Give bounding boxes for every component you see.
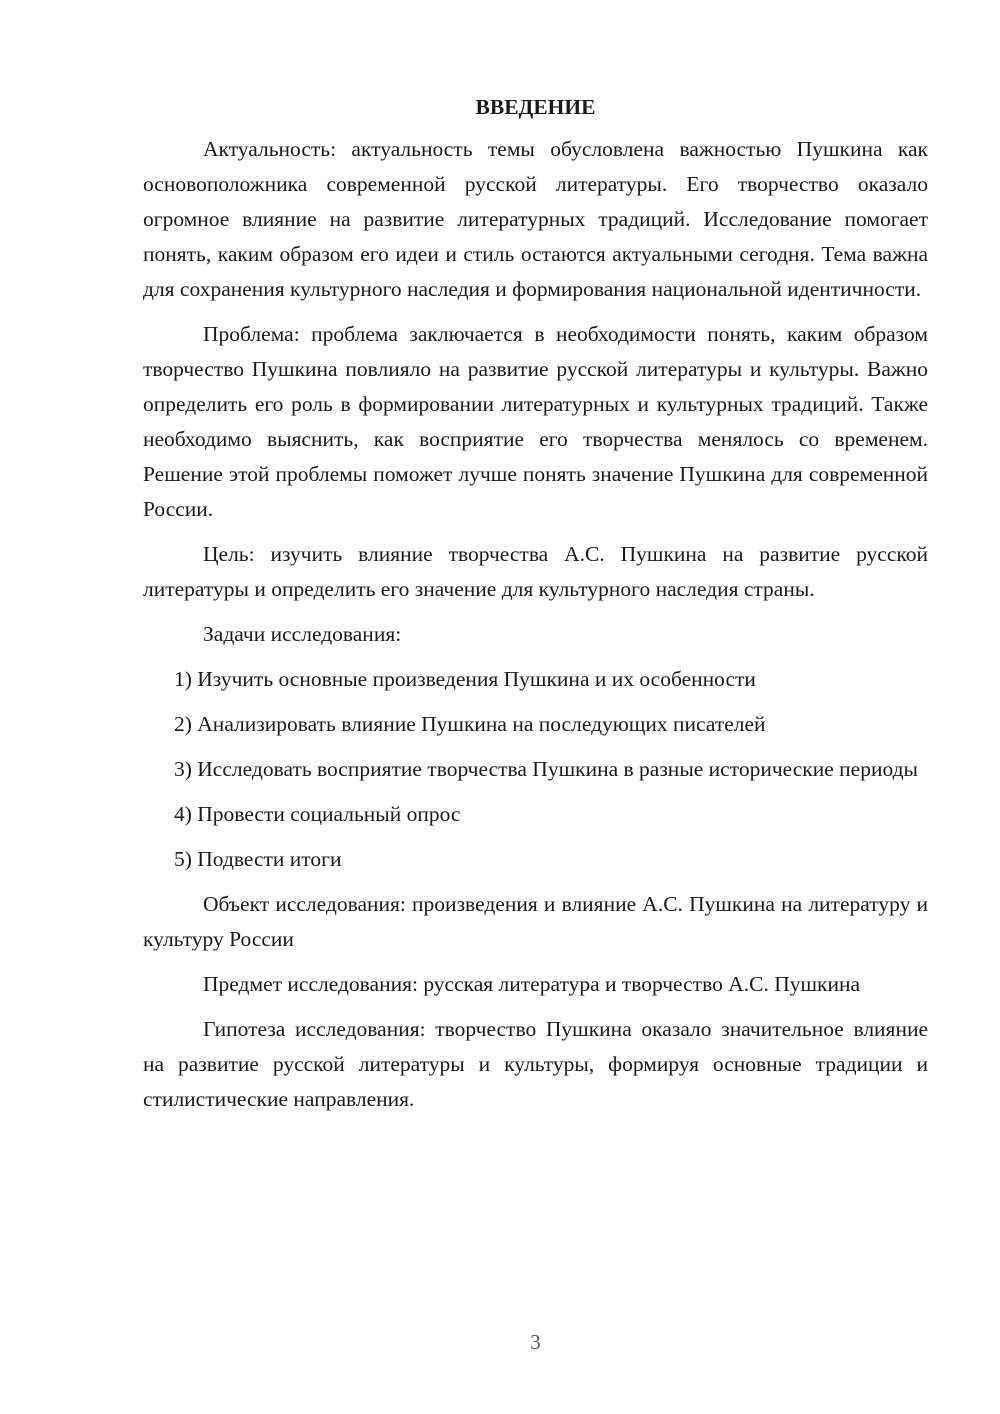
task-item: 3) Исследовать восприятие творчества Пушкина в разные исторические периоды <box>174 757 918 781</box>
paragraph-problem: Проблема: проблема заключается в необходимости понять, каким образом творчество Пушкина повлияло на развитие русской литературы и культуры. Важно определить его роль в формировании литературных и культурных традиций. Также необходимо выяснить, как восприятие его творчества менялось со временем. Решение этой проблемы поможет лучше понять значение Пушкина для современной России. <box>143 322 928 521</box>
task-item: 4) Провести социальный опрос <box>174 802 461 826</box>
paragraph-goal: Цель: изучить влияние творчества А.С. Пушкина на развитие русской литературы и определить его значение для культурного наследия страны. <box>143 542 928 601</box>
paragraph-relevance: Актуальность: актуальность темы обусловлена важностью Пушкина как основоположника современной русской литературы. Его творчество оказало огромное влияние на развитие литературных традиций. Исследование помогает понять, каким образом его идеи и стиль остаются актуальными сегодня. Тема важна для сохранения культурного наследия и формирования национальной идентичности. <box>143 137 928 301</box>
paragraph-hypothesis: Гипотеза исследования: творчество Пушкина оказало значительное влияние на развитие русской литературы и культуры, формируя основные традиции и стилистические направления. <box>143 1017 928 1111</box>
paragraph-object: Объект исследования: произведения и влияние А.С. Пушкина на литературу и культуру России <box>143 892 928 951</box>
page-title: ВВЕДЕНИЕ <box>475 95 596 119</box>
document-page <box>143 90 928 1127</box>
paragraph-subject: Предмет исследования: русская литература и творчество А.С. Пушкина <box>203 972 861 996</box>
task-item: 5) Подвести итоги <box>174 847 342 871</box>
task-item: 2) Анализировать влияние Пушкина на последующих писателей <box>174 712 766 736</box>
page-number: 3 <box>530 1330 541 1354</box>
task-item: 1) Изучить основные произведения Пушкина и их особенности <box>174 667 756 691</box>
tasks-heading: Задачи исследования: <box>203 622 402 646</box>
